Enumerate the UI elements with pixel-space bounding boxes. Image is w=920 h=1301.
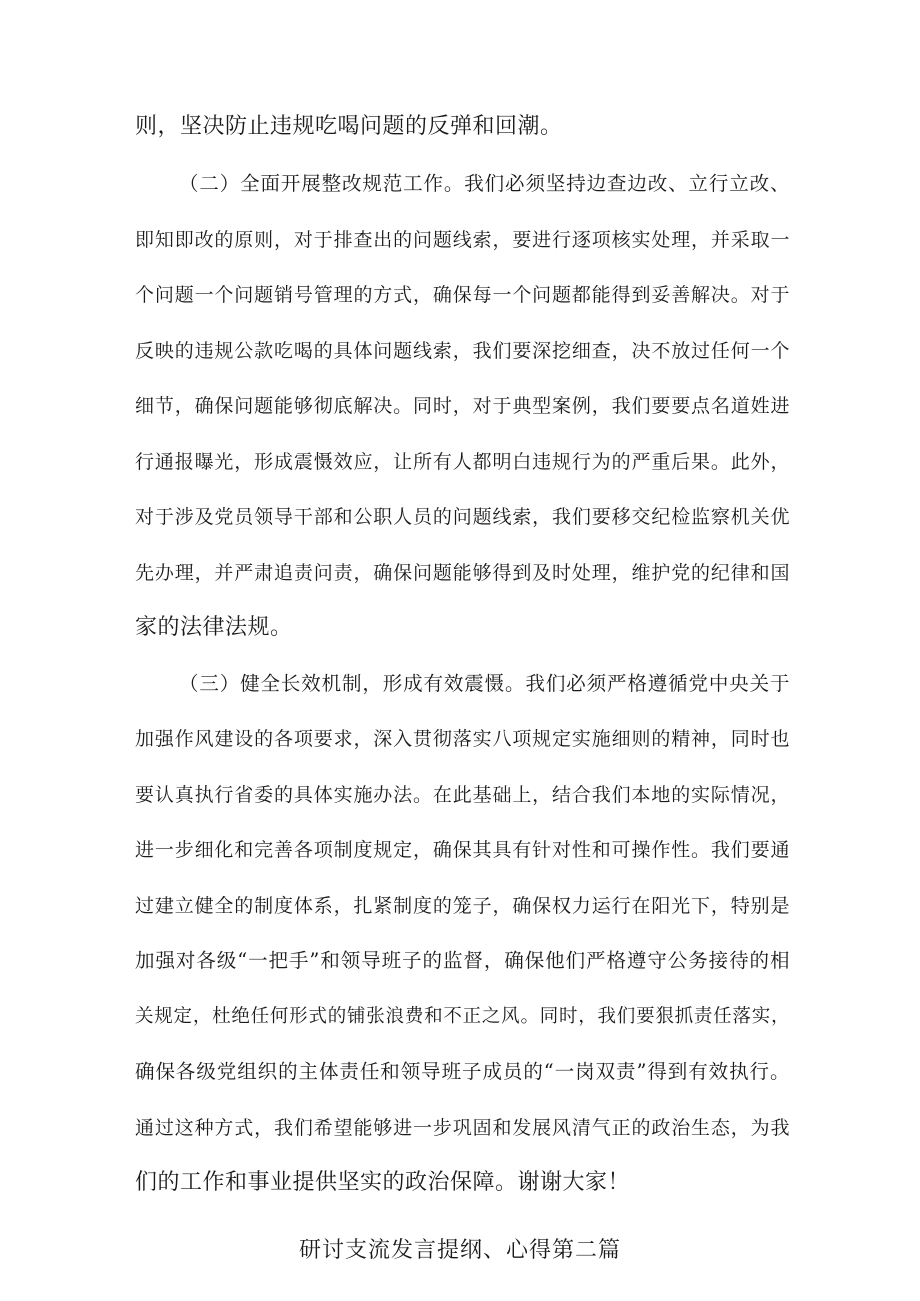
text-line: 行通报曝光，形成震慑效应，让所有人都明白违规行为的严重后果。此外，: [135, 451, 790, 473]
text-line: 对于涉及党员领导干部和公职人员的问题线索，我们要移交纪检监察机关优: [135, 506, 790, 528]
section-heading: 研讨支流发言提纲、心得第二篇: [298, 1238, 621, 1263]
text-line: （三）健全长效机制，形成有效震慑。我们必须严格遵循党中央关于: [179, 672, 790, 695]
text-line: 关规定，杜绝任何形式的铺张浪费和不正之风。同时，我们要狠抓责任落实，: [135, 1006, 790, 1027]
text-line: 即知即改的原则，对于排查出的问题线索，要进行逐项核实处理，并采取一: [135, 229, 790, 251]
text-line: 加强对各级“一把手”和领导班子的监督，确保他们严格遵守公务接待的相: [135, 949, 790, 972]
text-line: 进一步细化和完善各项制度规定，确保其具有针对性和可操作性。我们要通: [135, 839, 790, 861]
text-line: 们的工作和事业提供坚实的政治保障。谢谢大家！: [135, 1170, 631, 1195]
text-line: 个问题一个问题销号管理的方式，确保每一个问题都能得到妥善解决。对于: [135, 284, 790, 306]
text-line: 则，坚决防止违规吃喝问题的反弹和回潮。: [135, 114, 563, 139]
text-line: 细节，确保问题能够彻底解决。同时，对于典型案例，我们要要点名道姓进: [135, 395, 790, 417]
text-line: 反映的违规公款吃喝的具体问题线索，我们要深挖细查，决不放过任何一个: [135, 340, 790, 362]
text-line: （二）全面开展整改规范工作。我们必须坚持边查边改、立行立改、: [179, 172, 790, 195]
text-line: 家的法律法规。: [135, 615, 293, 640]
text-line: 确保各级党组织的主体责任和领导班子成员的“一岗双责”得到有效执行。: [135, 1060, 790, 1083]
text-line: 过建立健全的制度体系，扎紧制度的笼子，确保权力运行在阳光下，特别是: [135, 895, 790, 917]
text-line: 要认真执行省委的具体实施办法。在此基础上，结合我们本地的实际情况，: [135, 784, 790, 806]
text-line: 通过这种方式，我们希望能够进一步巩固和发展风清气正的政治生态，为我: [135, 1117, 790, 1139]
text-line: 加强作风建设的各项要求，深入贯彻落实八项规定实施细则的精神，同时也: [135, 728, 790, 750]
text-line: 先办理，并严肃追责问责，确保问题能够得到及时处理，维护党的纪律和国: [135, 562, 790, 584]
